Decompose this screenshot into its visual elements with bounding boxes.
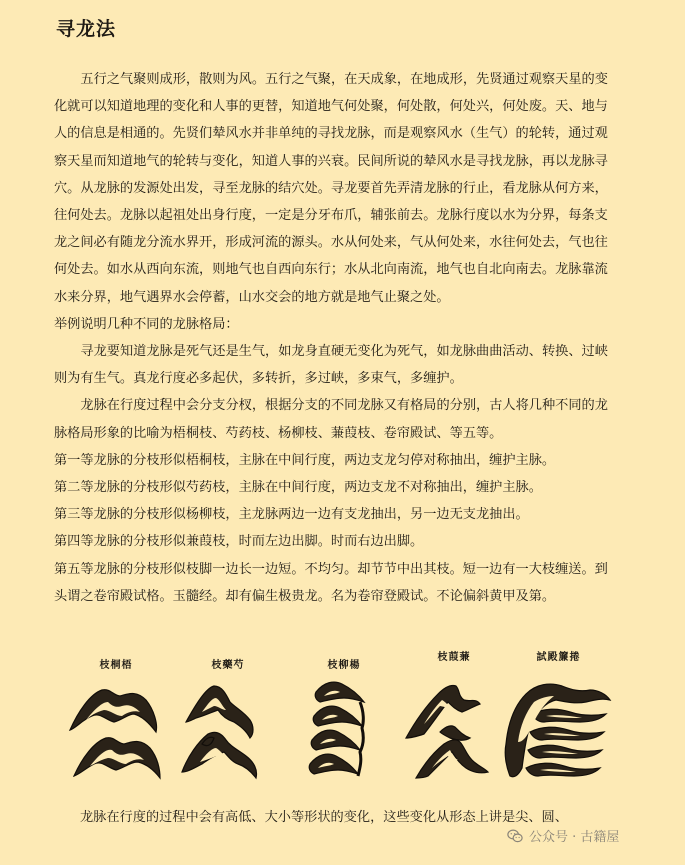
watermark-text: 公众号 · 古籍屋 [529,830,620,845]
figure-label: 枝葭蒹 [437,652,471,663]
dragon-vein-illustrations [56,652,621,786]
figure-yangliu [284,656,404,786]
figure-wutong [56,656,176,786]
figure-label: 枝柳楊 [327,660,361,671]
figure-juanlian-dianshi [496,652,621,786]
shaoyao-branch-drawing [168,672,288,784]
watermark [506,826,619,845]
figure-label: 試殿簾捲 [536,652,581,663]
paragraph: 第四等龙脉的分枝形似兼葭枝，时而左边出脚。时而右边出脚。 [54,534,424,550]
article-body [54,66,614,610]
paragraph: 龙脉在行度过程中会分支分杈，根据分支的不同龙脉又有格局的分别，古人将几种不同的龙脉格局形象的比喻为梧桐枝、芍药枝、杨柳枝、蒹葭枝、卷帘殿试、等五等。 [54,398,608,441]
wutong-branch-drawing [56,672,176,784]
figure-shaoyao [168,656,288,786]
continuation-paragraph: 龙脉在行度的过程中会有高低、大小等形状的变化，这些变化从形态上讲是尖、圆、 [80,810,568,825]
paragraph: 举例说明几种不同的龙脉格局： [54,316,239,332]
paragraph: 五行之气聚则成形，散则为风。五行之气聚，在天成象，在地成形，先贤通过观察天星的变化就可以知道地理的变化和人事的更替，知道地气何处聚，何处散，何处兴，何处废。天、地与人的信息是相通的。先贤们辇风水并非单纯的寻找龙脉，而是观察风水（生气）的轮转，通过观察天星而知道地气的轮转与变化，知道人事的兴衰。民间所说的辇风水是寻找龙脉，再以龙脉寻穴。从龙脉的发源处出发，寻至龙脉的结穴处。寻龙要首先弄清龙脉的行止，看龙脉从何方来，往何处去。龙脉以起祖处出身行度，一定是分牙布爪，辅张前去。龙脉行度以水为分界，每条支龙之间必有随龙分流水界开，形成河流的源头。水从何处来，气从何处来，水往何处去，气也往何处去。如水从西向东流，则地气也自西向东行；水从北向南流，地气也自北向南去。龙脉靠流水来分界，地气遇界水会停蓄，山水交会的地方就是地气止聚之处。 [54,72,608,305]
paragraph: 第一等龙脉的分枝形似梧桐枝，主脉在中间行度，两边支龙匀停对称抽出，缠护主脉。 [54,452,556,468]
paragraph: 寻龙要知道龙脉是死气还是生气，如龙身直硬无变化为死气，如龙脉曲曲活动、转换、过峡则为有生气。真龙行度必多起伏，多转折，多过峡，多束气，多缠护。 [54,344,608,387]
wechat-icon [506,827,524,845]
yangliu-branch-drawing [284,672,404,784]
paragraph: 第二等龙脉的分枝形似芍药枝，主脉在中间行度，两边支龙不对称抽出，缠护主脉。 [54,480,542,496]
figure-label: 枝桐梧 [99,660,133,671]
page-title: 寻龙法 [56,18,117,40]
juanlian-branch-drawing [496,672,621,784]
paragraph: 第五等龙脉的分枝形似枝脚一边长一边短。不均匀。却节节中出其枝。短一边有一大枝缠送。到头谓之卷帘殿试格。玉髓经。却有偏生极贵龙。名为卷帘登殿试。不论偏斜黄甲及第。 [54,561,608,604]
figure-label: 枝藥芍 [211,660,245,671]
paragraph: 第三等龙脉的分枝形似杨柳枝，主龙脉两边一边有支龙抽出，另一边无支龙抽出。 [54,507,529,523]
